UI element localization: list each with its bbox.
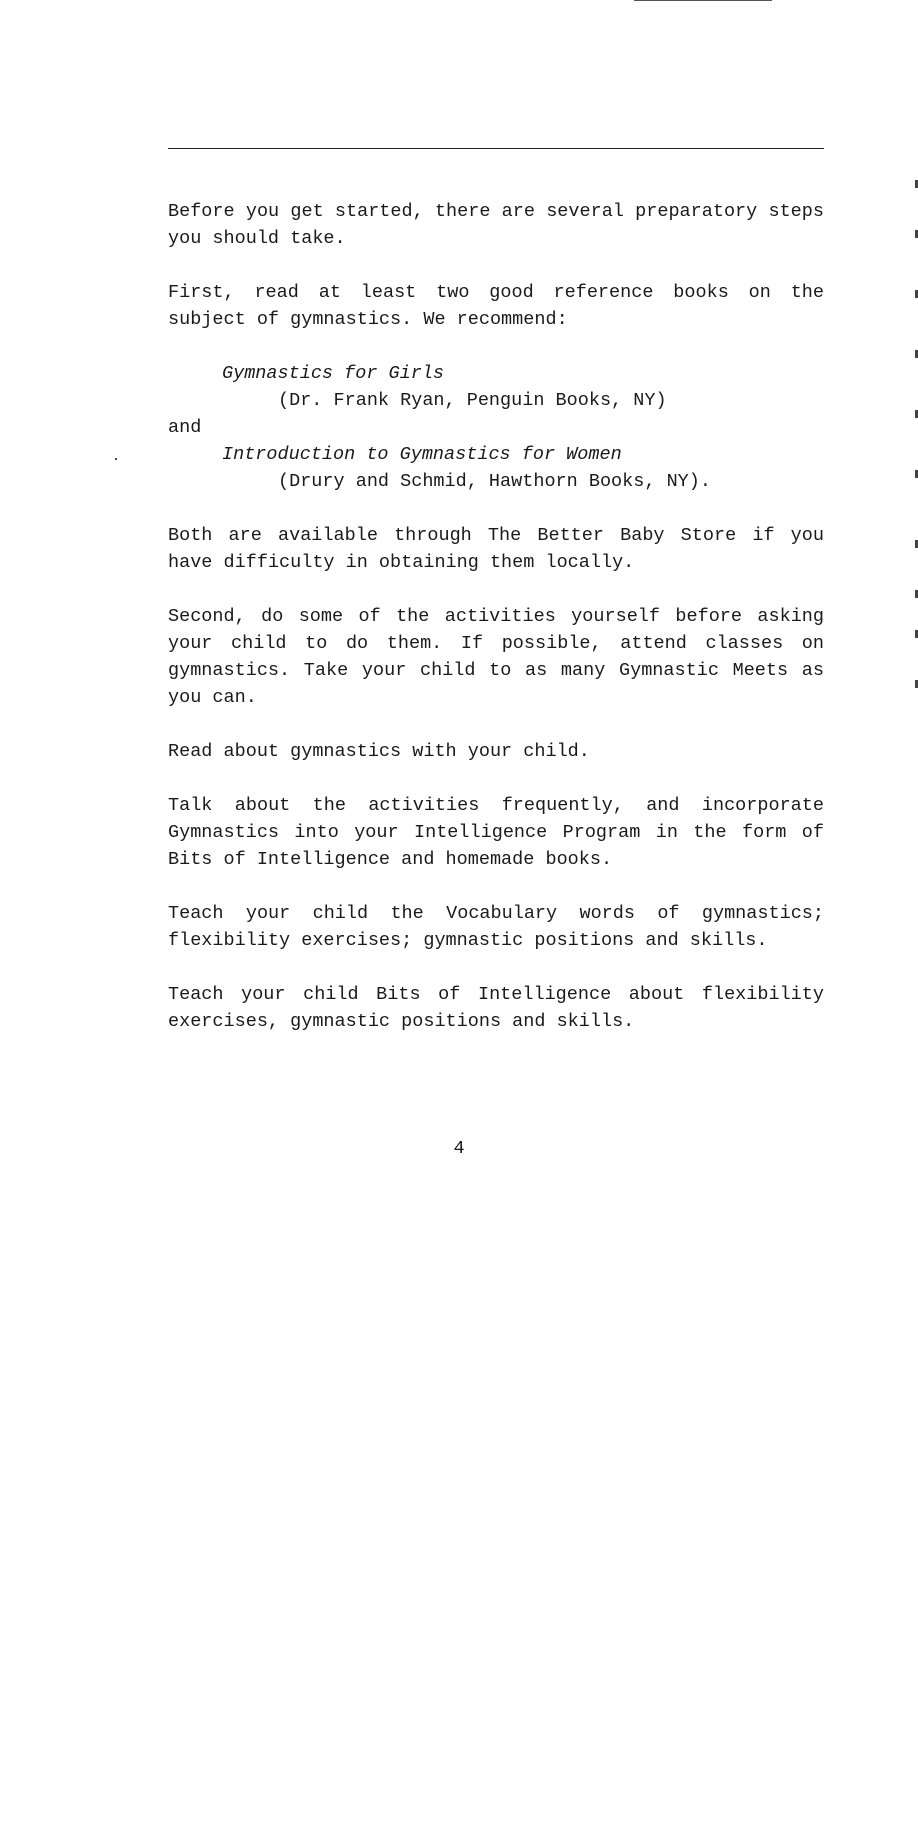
paragraph-vocabulary: Teach your child the Vocabulary words of gymnastics; flexibility exercises; gymnastic positions and skills. bbox=[168, 903, 824, 951]
scan-speck bbox=[115, 458, 117, 460]
paragraph-intro: Before you get started, there are several preparatory steps you should take. bbox=[168, 201, 824, 249]
header-rule bbox=[168, 148, 824, 149]
page-number: 4 bbox=[453, 1138, 465, 1159]
right-edge-scan-marks bbox=[914, 140, 918, 700]
paragraph-read: Read about gymnastics with your child. bbox=[168, 741, 590, 762]
body-text bbox=[168, 198, 824, 1062]
paragraph-availability: Both are available through The Better Baby Store if you have difficulty in obtaining them locally. bbox=[168, 525, 824, 573]
book-detail-2: (Drury and Schmid, Hawthorn Books, NY). bbox=[278, 471, 711, 492]
recommended-books bbox=[168, 360, 824, 495]
paragraph-second: Second, do some of the activities yourself before asking your child to do them. If possible, attend classes on gymnastics. Take your child to as many Gymnastic Meets as you can. bbox=[168, 606, 824, 708]
book-title-2: Introduction to Gymnastics for Women bbox=[222, 444, 622, 465]
paragraph-talk: Talk about the activities frequently, and incorporate Gymnastics into your Intelligence Program in the form of Bits of Intelligence and homemade books. bbox=[168, 795, 824, 870]
paragraph-first: First, read at least two good reference books on the subject of gymnastics. We recommend: bbox=[168, 282, 824, 330]
book-conjunction: and bbox=[168, 417, 202, 438]
top-edge-line bbox=[634, 0, 772, 1]
book-detail-1: (Dr. Frank Ryan, Penguin Books, NY) bbox=[278, 390, 667, 411]
paragraph-bits: Teach your child Bits of Intelligence about flexibility exercises, gymnastic positions and skills. bbox=[168, 984, 824, 1032]
book-title-1: Gymnastics for Girls bbox=[222, 363, 445, 384]
